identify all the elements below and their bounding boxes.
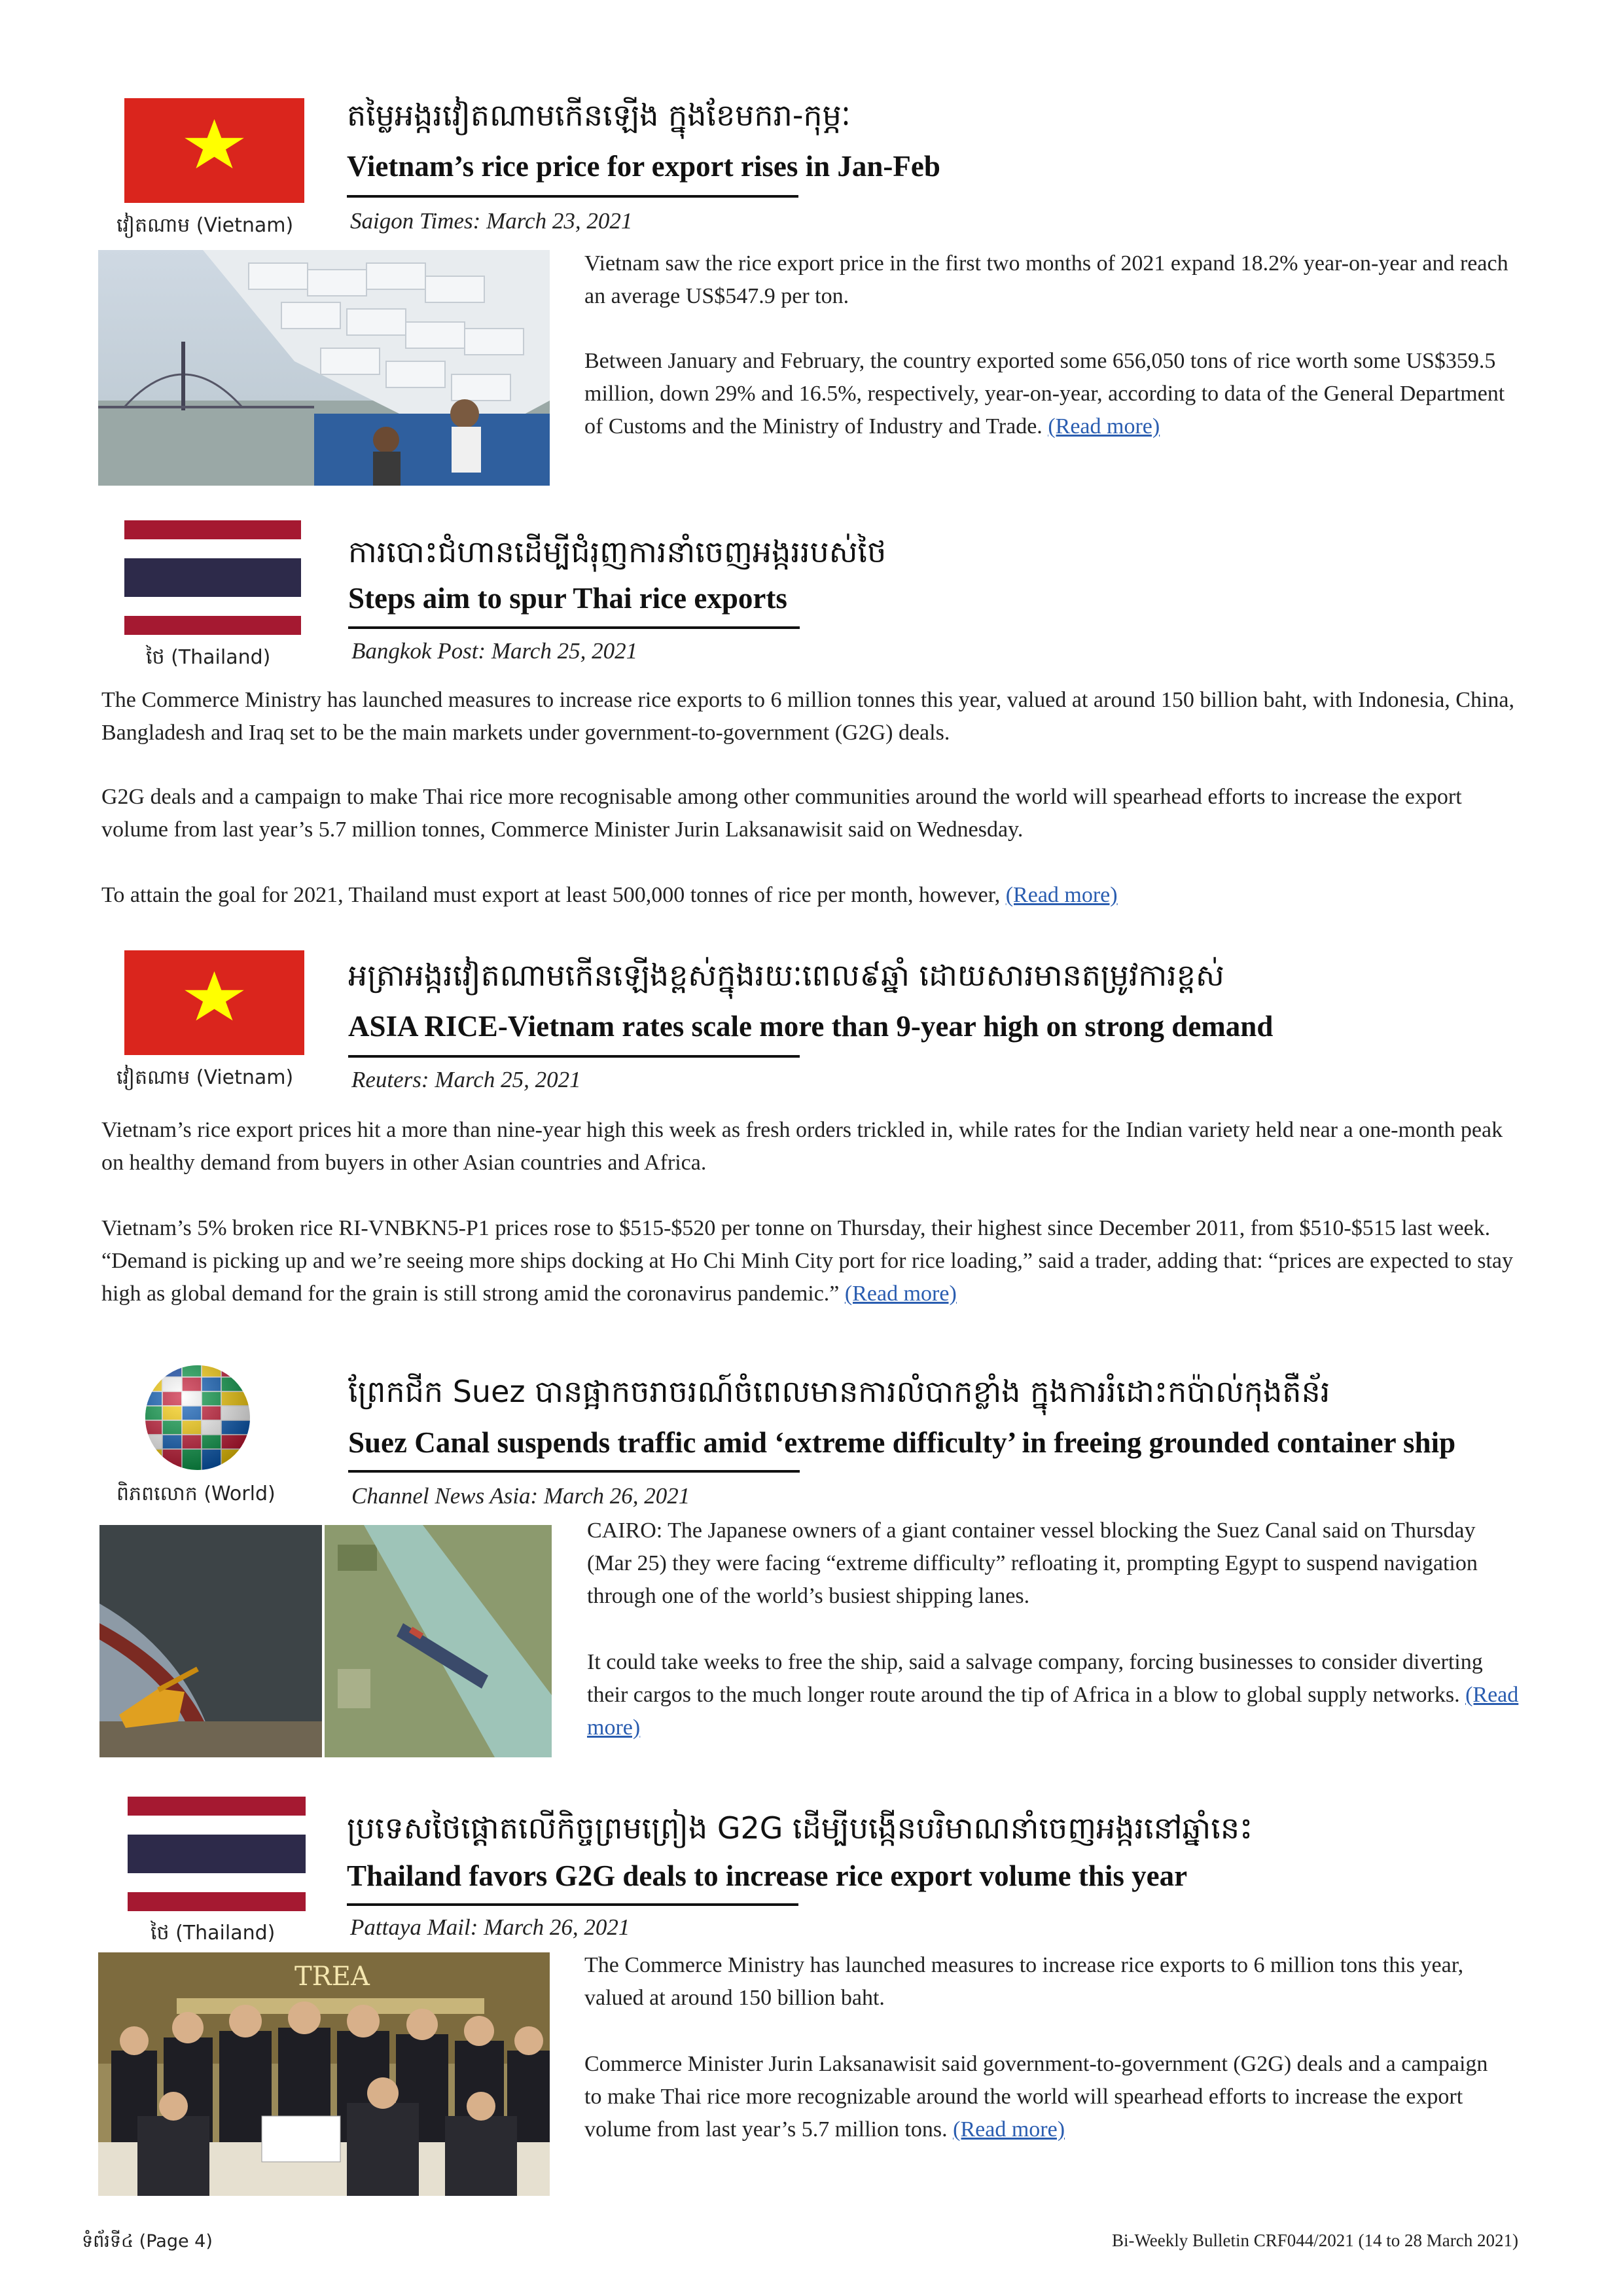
read-more-link[interactable]: (Read more): [844, 1282, 957, 1306]
article-title-en: Steps aim to spur Thai rice exports: [348, 582, 787, 615]
title-underline: [348, 626, 800, 629]
world-flags-globe-icon: [143, 1363, 253, 1473]
flag-caption: ពិភពលោក (World): [116, 1482, 276, 1505]
article-title-en: Suez Canal suspends traffic amid ‘extreme difficulty’ in freeing grounded container ship: [348, 1426, 1456, 1459]
article-source: Pattaya Mail: March 26, 2021: [350, 1914, 630, 1940]
title-underline: [347, 1903, 798, 1906]
read-more-link[interactable]: (Read more): [587, 1683, 1519, 1740]
article-paragraph: It could take weeks to free the ship, said a salvage company, forcing businesses to consider diverting their cargos to the much longer route around the tip of Africa in a blow to global supply networks. (Read more): [587, 1650, 1519, 1740]
page-number: ទំព័រទី៤ (Page 4): [82, 2231, 213, 2251]
article-title-km: ព្រែកជីក Suez បានផ្អាកចរាចរណ៍ចំពេលមានការលំបាកខ្លាំង ក្នុងការរំដោះកប៉ាល់កុងតឺន័រ: [348, 1374, 1330, 1409]
flag-caption: ថៃ (Thailand): [146, 646, 271, 669]
article-source: Bangkok Post: March 25, 2021: [351, 638, 638, 664]
article-paragraph: Vietnam’s 5% broken rice RI-VNBKN5-P1 prices rose to $515-$520 per tonne on Thursday, their highest since December 2011, from $510-$515 last week. “Demand is picking up and we’re seeing more ships docking at Ho Chi Minh City port for rice loading,” said a trader, adding that: “prices are expected to stay high as global demand for the grain is still strong amid the coronavirus pandemic.” (Read more): [101, 1216, 1514, 1306]
article-paragraph: The Commerce Ministry has launched measures to increase rice exports to 6 million tonnes this year, valued at around 150 billion baht, with Indonesia, China, Bangladesh and Iraq set to be the main markets under government-to-government (G2G) deals.: [101, 688, 1514, 745]
article-paragraph: To attain the goal for 2021, Thailand must export at least 500,000 tonnes of rice per month, however, (Read more): [101, 883, 1118, 907]
flag-caption: វៀតណាម (Vietnam): [116, 1066, 294, 1089]
article-paragraph: G2G deals and a campaign to make Thai rice more recognisable among other communities around the world will spearhead efforts to increase the export volume from last year’s 5.7 million tonnes, Commerce Minister Jurin Laksanawisit said on Wednesday.: [101, 785, 1462, 842]
read-more-link[interactable]: (Read more): [1005, 883, 1118, 907]
article-title-en: Vietnam’s rice price for export rises in Jan-Feb: [347, 150, 940, 183]
flag-caption: ថៃ (Thailand): [151, 1922, 276, 1945]
container-ship-photo: [99, 1525, 322, 1757]
article-paragraph: CAIRO: The Japanese owners of a giant container vessel blocking the Suez Canal said on Thursday (Mar 25) they were facing “extreme difficulty” refloating it, prompting Egypt to suspend navigation through one of the world’s busiest shipping lanes.: [587, 1518, 1478, 1608]
article-paragraph: Commerce Minister Jurin Laksanawisit said government-to-government (G2G) deals and a campaign to make Thai rice more recognizable around the world will spearhead efforts to increase the export volume from last year’s 5.7 million tons. (Read more): [584, 2052, 1488, 2142]
article-paragraph: Between January and February, the country exported some 656,050 tons of rice worth some US$359.5 million, down 29% and 16.5%, respectively, year-on-year, according to data of the General Department of Customs and the Ministry of Industry and Trade. (Read more): [584, 349, 1505, 439]
article-paragraph: Vietnam saw the rice export price in the first two months of 2021 expand 18.2% year-on-year and reach an average US$547.9 per ton.: [584, 251, 1508, 308]
thailand-flag-icon: [128, 1797, 306, 1911]
title-underline: [348, 1470, 800, 1473]
bulletin-info: Bi-Weekly Bulletin CRF044/2021 (14 to 28 March 2021): [1111, 2231, 1518, 2250]
rice-export-photo: [98, 250, 550, 486]
article-title-en: ASIA RICE-Vietnam rates scale more than 9-year high on strong demand: [348, 1010, 1274, 1043]
g2g-signing-photo: [98, 1952, 550, 2196]
article-source: Channel News Asia: March 26, 2021: [351, 1483, 690, 1509]
vietnam-flag-icon: [124, 98, 304, 203]
read-more-link[interactable]: (Read more): [1048, 414, 1160, 439]
article-title-km: ការបោះជំហានដើម្បីជំរុញការនាំចេញអង្កររបស់ថៃ: [348, 534, 887, 569]
article-title-km: អត្រាអង្ករវៀតណាមកើនឡើងខ្ពស់ក្នុងរយៈពេល៩ឆ្នាំ ដោយសារមានតម្រូវការខ្ពស់: [348, 958, 1224, 993]
article-paragraph: Vietnam’s rice export prices hit a more than nine-year high this week as fresh orders trickled in, while rates for the Indian variety held near a one-month peak on healthy demand from buyers in other Asian countries and Africa.: [101, 1118, 1503, 1175]
article-title-km: ប្រទេសថៃផ្តោតលើកិច្ចព្រមព្រៀង G2G ដើម្បីបង្កើនបរិមាណនាំចេញអង្ករនៅឆ្នាំនេះ: [347, 1810, 1253, 1846]
title-underline: [348, 1055, 800, 1058]
article-title-en: Thailand favors G2G deals to increase rice export volume this year: [347, 1859, 1188, 1892]
suez-satellite-photo: [325, 1525, 552, 1757]
article-source: Saigon Times: March 23, 2021: [350, 208, 633, 234]
article-paragraph: The Commerce Ministry has launched measures to increase rice exports to 6 million tons this year, valued at around 150 billion baht.: [584, 1953, 1464, 2010]
title-underline: [347, 195, 798, 198]
vietnam-flag-icon: [124, 950, 304, 1055]
flag-caption: វៀតណាម (Vietnam): [116, 214, 294, 237]
thailand-flag-icon: [124, 520, 301, 635]
article-source: Reuters: March 25, 2021: [351, 1067, 581, 1092]
read-more-link[interactable]: (Read more): [953, 2117, 1065, 2142]
trea-sign-text: TREA: [294, 1962, 370, 1992]
article-title-km: តម្លៃអង្ករវៀតណាមកើនឡើង ក្នុងខែមករា-កុម្ភៈ: [347, 98, 851, 133]
